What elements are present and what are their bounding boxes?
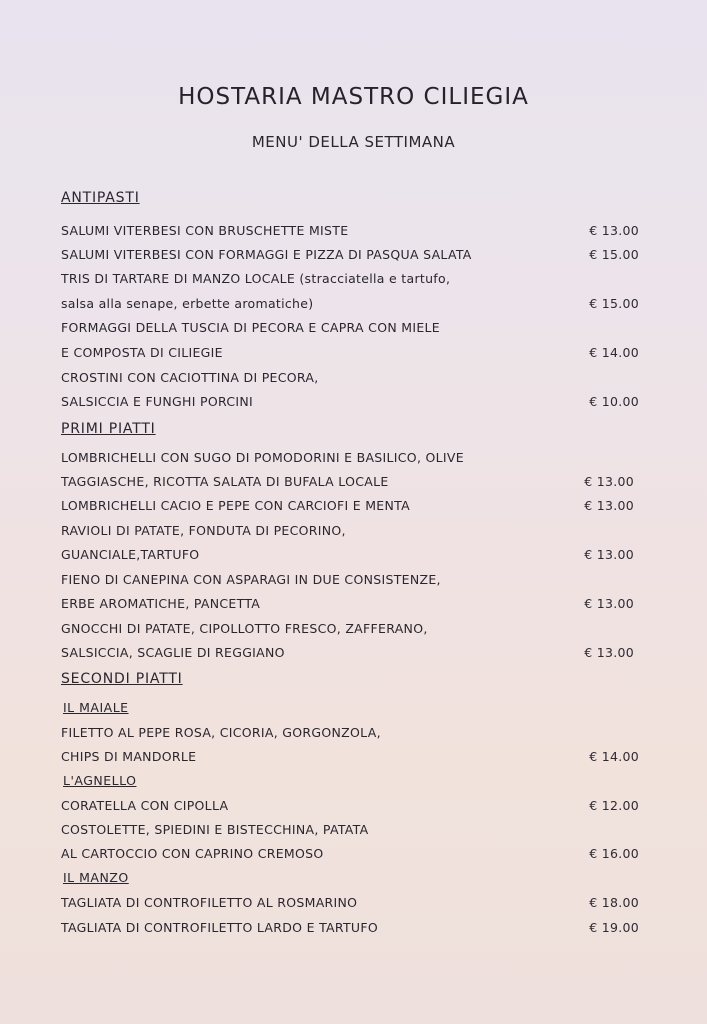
dish-text: CROSTINI CON CACIOTTINA DI PECORA, [61, 370, 319, 385]
dish-text: CHIPS DI MANDORLE [61, 749, 197, 764]
dish-text: CORATELLA CON CIPOLLA [61, 798, 229, 813]
dish-price: € 15.00 [589, 296, 639, 311]
menu-line [61, 267, 641, 291]
section-heading-secondi: SECONDI PIATTI [61, 671, 183, 687]
menu-line [61, 446, 641, 470]
dish-text: FILETTO AL PEPE ROSA, CICORIA, GORGONZOLA, [61, 725, 381, 740]
dish-price: € 13.00 [584, 645, 634, 660]
dish-text: TAGLIATA DI CONTROFILETTO LARDO E TARTUFO [61, 920, 378, 935]
section-heading-primi: PRIMI PIATTI [61, 421, 156, 437]
dish-text: TAGLIATA DI CONTROFILETTO AL ROSMARINO [61, 895, 358, 910]
menu-line [61, 794, 641, 818]
menu-line [61, 592, 641, 616]
menu-line [61, 543, 641, 567]
menu-line [61, 341, 641, 365]
menu-line [61, 292, 641, 316]
dish-price: € 13.00 [584, 474, 634, 489]
dish-price: € 13.00 [584, 547, 634, 562]
menu-line [61, 641, 641, 665]
dish-text: TRIS DI TARTARE DI MANZO LOCALE (stracciatella e tartufo, [61, 271, 451, 286]
dish-text: E COMPOSTA DI CILIEGIE [61, 345, 223, 360]
menu-line [61, 568, 641, 592]
dish-price: € 18.00 [589, 895, 639, 910]
subheading-agnello: L'AGNELLO [63, 773, 137, 788]
dish-text: AL CARTOCCIO CON CAPRINO CREMOSO [61, 846, 324, 861]
dish-price: € 13.00 [584, 498, 634, 513]
dish-text: FORMAGGI DELLA TUSCIA DI PECORA E CAPRA CON MIELE [61, 320, 440, 335]
dish-text: SALSICCIA, SCAGLIE DI REGGIANO [61, 645, 285, 660]
dish-price: € 14.00 [589, 345, 639, 360]
menu-line [61, 842, 641, 866]
menu-line [61, 891, 641, 915]
dish-text: LOMBRICHELLI CACIO E PEPE CON CARCIOFI E MENTA [61, 498, 410, 513]
dish-price: € 10.00 [589, 394, 639, 409]
restaurant-title: HOSTARIA MASTRO CILIEGIA [178, 84, 529, 110]
menu-line [61, 243, 641, 267]
menu-line [61, 219, 641, 243]
dish-text: salsa alla senape, erbette aromatiche) [61, 296, 314, 311]
dish-text: LOMBRICHELLI CON SUGO DI POMODORINI E BASILICO, OLIVE [61, 450, 464, 465]
menu-line [61, 470, 641, 494]
dish-price: € 19.00 [589, 920, 639, 935]
menu-line [61, 316, 641, 340]
dish-price: € 13.00 [589, 223, 639, 238]
subheading-maiale: IL MAIALE [63, 700, 129, 715]
menu-line [61, 494, 641, 518]
dish-text: SALUMI VITERBESI CON BRUSCHETTE MISTE [61, 223, 349, 238]
dish-text: FIENO DI CANEPINA CON ASPARAGI IN DUE CONSISTENZE, [61, 572, 441, 587]
dish-text: SALSICCIA E FUNGHI PORCINI [61, 394, 253, 409]
menu-line [61, 745, 641, 769]
dish-text: SALUMI VITERBESI CON FORMAGGI E PIZZA DI PASQUA SALATA [61, 247, 472, 262]
dish-price: € 12.00 [589, 798, 639, 813]
subheading-manzo: IL MANZO [63, 870, 129, 885]
dish-text: GNOCCHI DI PATATE, CIPOLLOTTO FRESCO, ZAFFERANO, [61, 621, 428, 636]
menu-line [61, 916, 641, 940]
menu-line [61, 818, 641, 842]
dish-text: GUANCIALE,TARTUFO [61, 547, 200, 562]
dish-text: ERBE AROMATICHE, PANCETTA [61, 596, 261, 611]
dish-text: RAVIOLI DI PATATE, FONDUTA DI PECORINO, [61, 523, 346, 538]
dish-price: € 14.00 [589, 749, 639, 764]
menu-line [61, 519, 641, 543]
dish-price: € 16.00 [589, 846, 639, 861]
menu-subtitle: MENU' DELLA SETTIMANA [251, 133, 456, 151]
menu-line [61, 390, 641, 414]
menu-line [61, 617, 641, 641]
menu-line [61, 366, 641, 390]
dish-price: € 13.00 [584, 596, 634, 611]
dish-text: TAGGIASCHE, RICOTTA SALATA DI BUFALA LOCALE [61, 474, 389, 489]
dish-text: COSTOLETTE, SPIEDINI E BISTECCHINA, PATATA [61, 822, 369, 837]
menu-line [61, 721, 641, 745]
dish-price: € 15.00 [589, 247, 639, 262]
section-heading-antipasti: ANTIPASTI [61, 190, 140, 206]
